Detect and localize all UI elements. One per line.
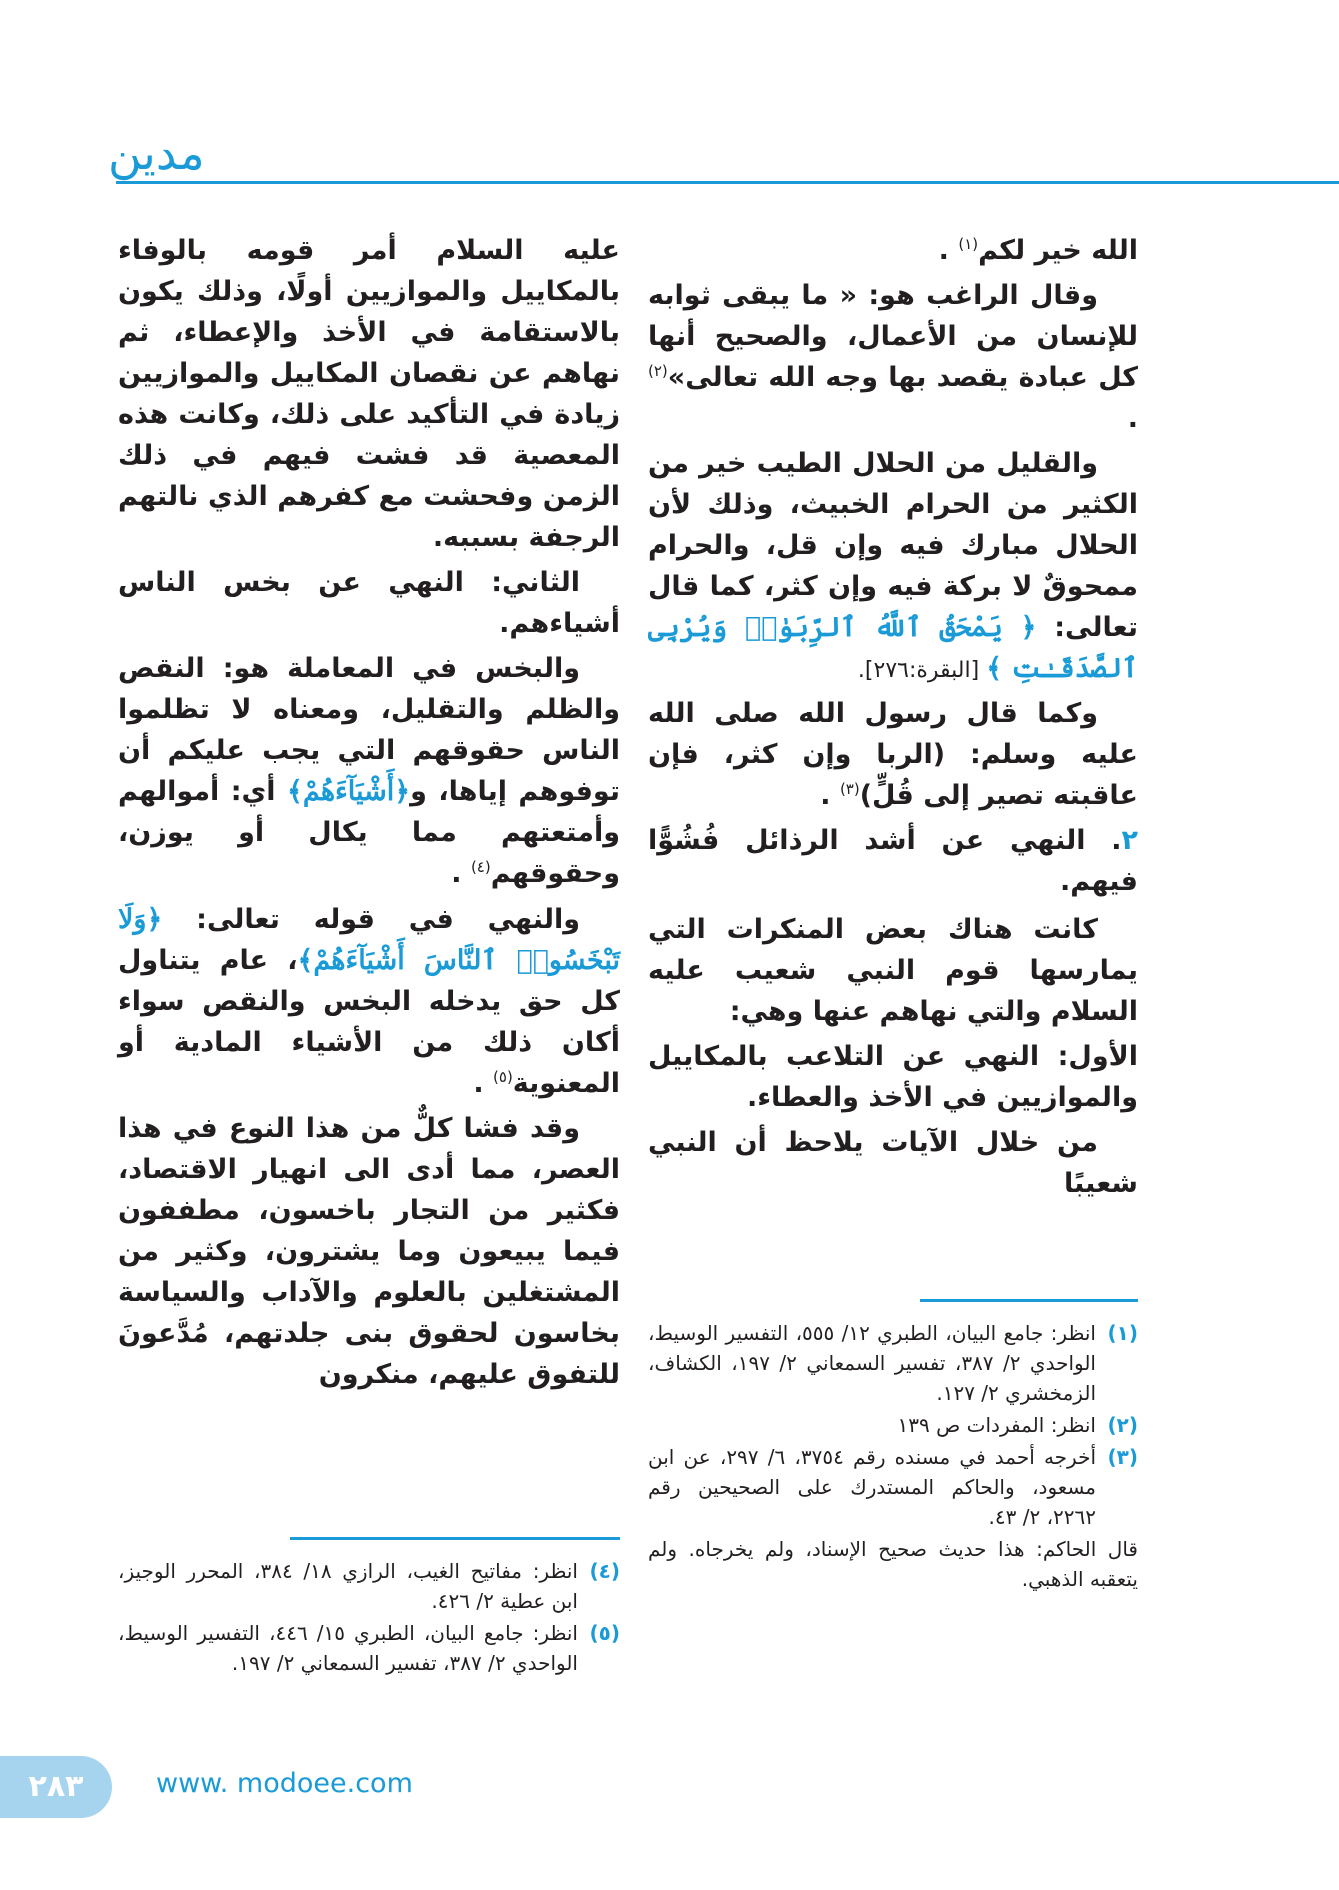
paragraph: الأول: النهي عن التلاعب بالمكاييل والموازيين في الأخذ والعطاء.: [648, 1040, 1138, 1113]
verse-reference: [البقرة:٢٧٦].: [857, 658, 987, 684]
footnote-ref[interactable]: (٤): [470, 858, 491, 877]
footnote: [118, 1556, 620, 1616]
paragraph: عليه السلام أمر قومه بالوفاء بالمكاييل والموازيين أولًا، وذلك يكون بالاستقامة في الأخذ والإعطاء، ثم نهاهم عن نقصان المكاييل والموازيين زيادة في التأكيد على ذلك، وكانت هذه المعصية قد فشت فيهم في ذلك الزمن وفحشت مع كفرهم الذي نالتهم الرجفة بسببه.: [118, 235, 620, 554]
footnote-divider: [290, 1537, 620, 1540]
footnote-divider: [920, 1299, 1138, 1302]
paragraph: الله خير لكم$^{(١)}$ .: [938, 235, 1138, 266]
footnote-ref[interactable]: (٥): [493, 1067, 513, 1086]
footnote-text: أخرجه أحمد في مسنده رقم ٣٧٥٤، ٦/ ٢٩٧، عن ابن مسعود، والحاكم المستدرك على الصحيحين رقم ٢٢٦٢، ٢/ ٤٣.: [648, 1445, 1097, 1529]
footnote: [648, 1410, 1138, 1440]
footnote-ref[interactable]: (٢): [648, 362, 668, 381]
footnote: [648, 1318, 1138, 1408]
paragraph: كانت هناك بعض المنكرات التي يمارسها قوم النبي شعيب عليه السلام والتي نهاهم عنها وهي:: [648, 913, 1138, 1027]
paragraph: من خلال الآيات يلاحظ أن النبي شعيبًا: [648, 1126, 1138, 1199]
paragraph: والنهي في قوله تعالى: ﴿وَلَا تَبْخَسُوا۟ ٱلنَّاسَ أَشْيَآءَهُمْ﴾، عام يتناول كل حق يدخله البخس والنقص سواء أكان ذلك من الأشياء المادية أو المعنوية$^{(٥)}$ .: [118, 903, 620, 1099]
website-link[interactable]: www. modoee.com: [156, 1768, 413, 1799]
footnote-text: انظر: جامع البيان، الطبري ١٢/ ٥٥٥، التفسير الوسيط، الواحدي ٢/ ٣٨٧، تفسير السمعاني ٢/ ١٩٧، الكشاف، الزمخشري ٢/ ١٢٧.: [648, 1321, 1096, 1405]
section-number: ٢: [1121, 825, 1138, 857]
item-label: الثاني:: [491, 567, 580, 599]
quran-bracket-close: ﴾: [986, 653, 1003, 685]
left-column: [118, 230, 620, 1399]
footnote-text: انظر: المفردات ص ١٣٩: [897, 1413, 1096, 1437]
footnote-ref[interactable]: (١): [958, 235, 979, 253]
quran-verse: يَمْحَقُ ٱللَّهُ ٱلرِّبَوٰا۟ وَيُرْبِى ٱلصَّدَقَـٰتِ: [648, 612, 1138, 685]
right-column: [648, 230, 1138, 1208]
footnote: [648, 1442, 1138, 1532]
section-heading: ٢. النهي عن أشد الرذائل فُشُوًّا فيهم.: [648, 825, 1138, 898]
header-divider: [116, 181, 1339, 184]
page-title: مدين: [108, 126, 205, 180]
quran-verse: وَلَا تَبْخَسُوا۟ ٱلنَّاسَ أَشْيَآءَهُمْ: [118, 903, 620, 976]
quran-bracket-open: ﴿: [146, 903, 163, 935]
paragraph: وقد فشا كلٌّ من هذا النوع في هذا العصر، مما أدى الى انهيار الاقتصاد، فكثير من التجار باخسون، مطففون فيما يبيعون وما يشترون، وكثير من المشتغلين بالعلوم والآداب والسياسة بخاسون لحقوق بنى جلدتهم، مُدَّعونَ للتفوق عليهم، منكرون: [118, 1112, 620, 1390]
footnote-number: (٣): [1107, 1445, 1138, 1469]
paragraph: الثاني: النهي عن بخس الناس أشياءهم.: [118, 567, 620, 640]
quran-bracket-open: ﴿: [1020, 612, 1037, 644]
footnotes-left: [118, 1556, 620, 1680]
footnote-text: انظر: جامع البيان، الطبري ١٥/ ٤٤٦، التفسير الوسيط، الواحدي ٢/ ٣٨٧، تفسير السمعاني ٢/ ١٩٧.: [118, 1621, 578, 1675]
page-number: ٢٨٣: [0, 1756, 112, 1818]
footnote: [118, 1618, 620, 1678]
footnote-number: (٥): [589, 1621, 620, 1645]
footnotes-right: [648, 1318, 1138, 1594]
paragraph: والبخس في المعاملة هو: النقص والظلم والتقليل، ومعناه لا تظلموا الناس حقوقهم التي يجب عليكم أن توفوهم إياها، و﴿أَشْيَآءَهُمْ﴾ أي: أموالهم وأمتعتهم مما يكال أو يوزن، وحقوقهم$^{(٤)}$ .: [118, 653, 620, 890]
paragraph: وكما قال رسول الله صلى الله عليه وسلم: (الربا وإن كثر، فإن عاقبته تصير إلى قُلٍّ)$^{(٣)}$ .: [648, 698, 1138, 812]
quran-bracket-close: ﴾: [297, 944, 314, 976]
footnote-continuation: قال الحاكم: هذا حديث صحيح الإسناد، ولم يخرجاه. ولم يتعقبه الذهبي.: [648, 1537, 1138, 1591]
footnote-number: (١): [1107, 1321, 1138, 1345]
quran-bracket-close: ﴾: [287, 776, 303, 808]
paragraph: وقال الراغب هو: « ما يبقى ثوابه للإنسان من الأعمال، والصحيح أنها كل عبادة يقصد بها وجه الله تعالى»$^{(٢)}$ .: [648, 280, 1138, 435]
footnote-number: (٢): [1107, 1413, 1138, 1437]
footnote-number: (٤): [589, 1559, 620, 1583]
footnote-ref[interactable]: (٣): [839, 780, 860, 799]
paragraph: والقليل من الحلال الطيب خير من الكثير من الحرام الخبيث، وذلك لأن الحلال مبارك فيه وإن قل، والحرام ممحوقٌ لا بركة فيه وإن كثر، كما قال تعالى: ﴿ يَمْحَقُ ٱللَّهُ ٱلرِّبَوٰا۟ وَيُرْبِى ٱلصَّدَقَـٰتِ ﴾ [البقرة:٢٧٦].: [648, 448, 1138, 685]
item-label: الأول:: [1057, 1040, 1138, 1072]
quran-verse: أَشْيَآءَهُمْ: [302, 776, 395, 808]
footnote-text: انظر: مفاتيح الغيب، الرازي ١٨/ ٣٨٤، المحرر الوجيز، ابن عطية ٢/ ٤٢٦.: [118, 1559, 578, 1613]
quran-bracket-open: ﴿: [394, 776, 411, 808]
